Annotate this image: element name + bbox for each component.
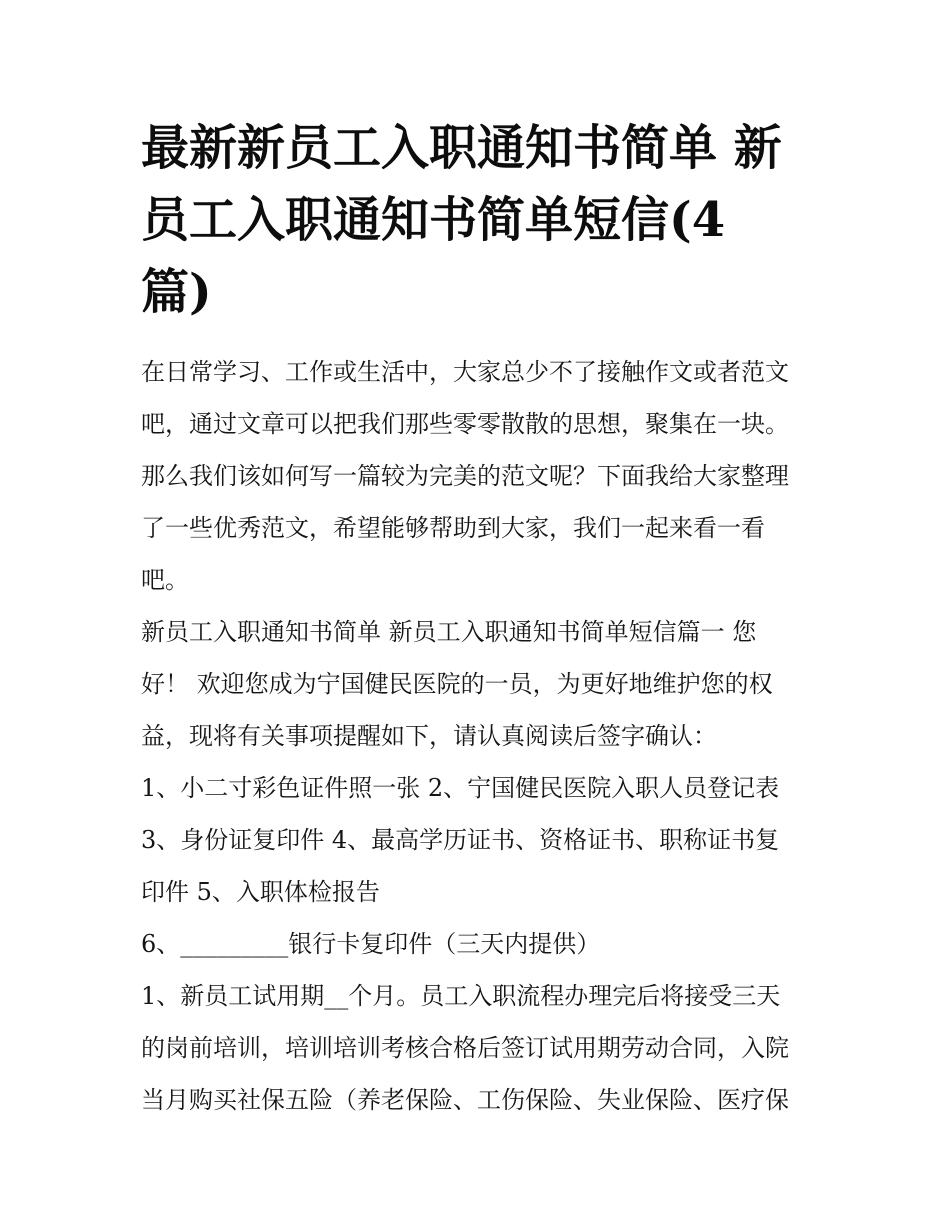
text-line: 印件 5、入职体检报告: [141, 878, 380, 906]
text-line: 的岗前培训，培训培训考核合格后签订试用期劳动合同，入院: [141, 1034, 789, 1062]
text-line: 好！ 欢迎您成为宁国健民医院的一员，为更好地维护您的权: [141, 670, 773, 698]
text-line: 了一些优秀范文，希望能够帮助到大家，我们一起来看一看: [141, 514, 765, 542]
document-body: [141, 346, 821, 1126]
text-line: 那么我们该如何写一篇较为完美的范文呢？下面我给大家整理: [141, 462, 789, 490]
text-line: 当月购买社保五险（养老保险、工伤保险、失业保险、医疗保: [141, 1086, 789, 1114]
text-line: 1、小二寸彩色证件照一张 2、宁国健民医院入职人员登记表: [141, 774, 780, 802]
paragraph-intro: [141, 346, 821, 606]
title-line: 篇): [141, 264, 212, 320]
document-title: [141, 112, 821, 328]
text-line: 1、新员工试用期__个月。员工入职流程办理完后将接受三天: [141, 982, 781, 1010]
document-content: [141, 112, 821, 1126]
paragraph-probation: [141, 970, 821, 1126]
paragraph-materials-list: [141, 762, 821, 918]
title-line: 最新新员工入职通知书简单 新: [141, 120, 782, 176]
text-line: 在日常学习、工作或生活中，大家总少不了接触作文或者范文: [141, 358, 789, 386]
text-line: 吧，通过文章可以把我们那些零零散散的思想，聚集在一块。: [141, 410, 789, 438]
paragraph-bank-card: [141, 918, 821, 970]
title-line: 员工入职通知书简单短信(4: [141, 192, 726, 248]
text-line: 益，现将有关事项提醒如下，请认真阅读后签字确认：: [141, 722, 717, 750]
text-line: 3、身份证复印件 4、最高学历证书、资格证书、职称证书复: [141, 826, 780, 854]
paragraph-greeting: [141, 606, 821, 762]
text-line: 6、_________银行卡复印件（三天内提供）: [141, 930, 601, 958]
text-line: 新员工入职通知书简单 新员工入职通知书简单短信篇一 您: [141, 618, 757, 646]
text-line: 吧。: [141, 566, 189, 594]
